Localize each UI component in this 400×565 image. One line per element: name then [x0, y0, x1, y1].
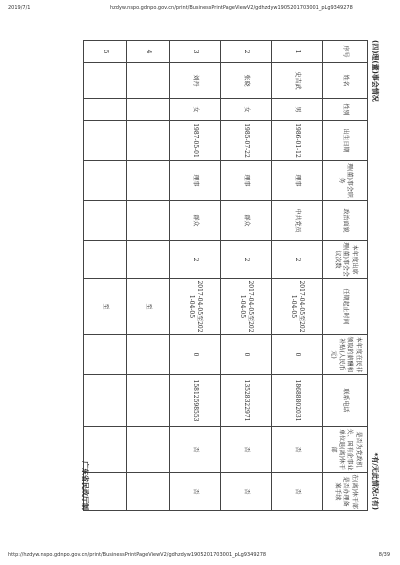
cell-gender [84, 99, 127, 121]
cell-meetings: 2 [221, 241, 272, 279]
cell-role: 理事 [272, 161, 323, 201]
footer-url: http://hzdyw.nspo.gdnpo.gov.cn/print/BusinessPrintPageViewV2/gdhzdyw1905201703001_pLg9349278 [8, 552, 267, 558]
cell-no: 1 [272, 41, 323, 63]
cell-gender: 男 [272, 99, 323, 121]
cell-no: 4 [127, 41, 170, 63]
cell-term: 至 [127, 279, 170, 335]
cell-meetings [84, 241, 127, 279]
cell-name: 张晓 [221, 63, 272, 99]
rotated-page-content [80, 40, 380, 510]
print-url: hzdyw.nspo.gdnpo.gov.cn/print/BusinessPrintPageViewV2/gdhzdyw1905201703001_pLg9349278 [110, 5, 353, 11]
cell-retired: 否 [272, 427, 323, 473]
cell-meetings: 2 [272, 241, 323, 279]
cell-no: 5 [84, 41, 127, 63]
table-row [84, 41, 127, 511]
situation-note: *有/无此情况:(有) [371, 452, 379, 510]
cell-filed: 否 [272, 473, 323, 511]
col-header: 本年度在民非领取的薪酬和补贴(人民币元) [323, 335, 368, 375]
cell-birth: 1987-05-01 [170, 121, 221, 161]
cell-role [127, 161, 170, 201]
cell-phone: 15812598553 [170, 375, 221, 427]
col-header: 序号 [323, 41, 368, 63]
cell-birth [84, 121, 127, 161]
cell-political [127, 201, 170, 241]
cell-birth: 1985-07-22 [221, 121, 272, 161]
col-header: 性别 [323, 99, 368, 121]
cell-role: 理事 [170, 161, 221, 201]
cell-term: 至 [84, 279, 127, 335]
col-header: 理(董)事会职务 [323, 161, 368, 201]
cell-term: 2017-04-05至2021-04-05 [221, 279, 272, 335]
issuer-note: 广东省民政厅制 [81, 461, 89, 510]
cell-pay: 0 [170, 335, 221, 375]
cell-meetings: 2 [170, 241, 221, 279]
cell-retired: 否 [170, 427, 221, 473]
cell-political: 群众 [221, 201, 272, 241]
cell-role [84, 161, 127, 201]
board-table [83, 40, 368, 511]
table-row [127, 41, 170, 511]
cell-term: 2017-04-05至2021-04-05 [272, 279, 323, 335]
print-date: 2019/7/1 [8, 5, 31, 11]
cell-pay [127, 335, 170, 375]
cell-filed: 否 [170, 473, 221, 511]
col-header: 联系电话 [323, 375, 368, 427]
section-title: (四)理(董)事会情况 [371, 40, 379, 102]
col-header: 姓名 [323, 63, 368, 99]
col-header: 在(离)休干部是否办理备案手续 [323, 473, 368, 511]
table-header-row [323, 41, 368, 511]
cell-filed: 否 [221, 473, 272, 511]
cell-name: 刘丹 [170, 63, 221, 99]
cell-role: 理事 [221, 161, 272, 201]
cell-retired [127, 427, 170, 473]
cell-gender [127, 99, 170, 121]
col-header: 任期起止时间 [323, 279, 368, 335]
cell-political: 中共党员 [272, 201, 323, 241]
col-header: 是否为党政机关、国有企事业单位退(离)休干部 [323, 427, 368, 473]
cell-political: 群众 [170, 201, 221, 241]
cell-no: 2 [221, 41, 272, 63]
table-row [272, 41, 323, 511]
cell-name [84, 63, 127, 99]
cell-phone [127, 375, 170, 427]
cell-birth: 1986-01-12 [272, 121, 323, 161]
cell-political [84, 201, 127, 241]
cell-meetings [127, 241, 170, 279]
cell-birth [127, 121, 170, 161]
col-header: 政治面貌 [323, 201, 368, 241]
cell-retired: 否 [221, 427, 272, 473]
cell-phone: 13528322971 [221, 375, 272, 427]
cell-name [127, 63, 170, 99]
cell-name: 史吉武 [272, 63, 323, 99]
col-header: 本年度出席理(董)事会会议次数 [323, 241, 368, 279]
cell-gender: 女 [221, 99, 272, 121]
table-row [170, 41, 221, 511]
cell-phone [84, 375, 127, 427]
cell-gender: 女 [170, 99, 221, 121]
table-row [221, 41, 272, 511]
cell-term: 2017-04-05至2021-04-05 [170, 279, 221, 335]
cell-pay [84, 335, 127, 375]
cell-no: 3 [170, 41, 221, 63]
cell-phone: 18688802031 [272, 375, 323, 427]
cell-filed [127, 473, 170, 511]
col-header: 出生日期 [323, 121, 368, 161]
page-number: 8/39 [378, 552, 390, 558]
cell-pay: 0 [272, 335, 323, 375]
cell-pay: 0 [221, 335, 272, 375]
